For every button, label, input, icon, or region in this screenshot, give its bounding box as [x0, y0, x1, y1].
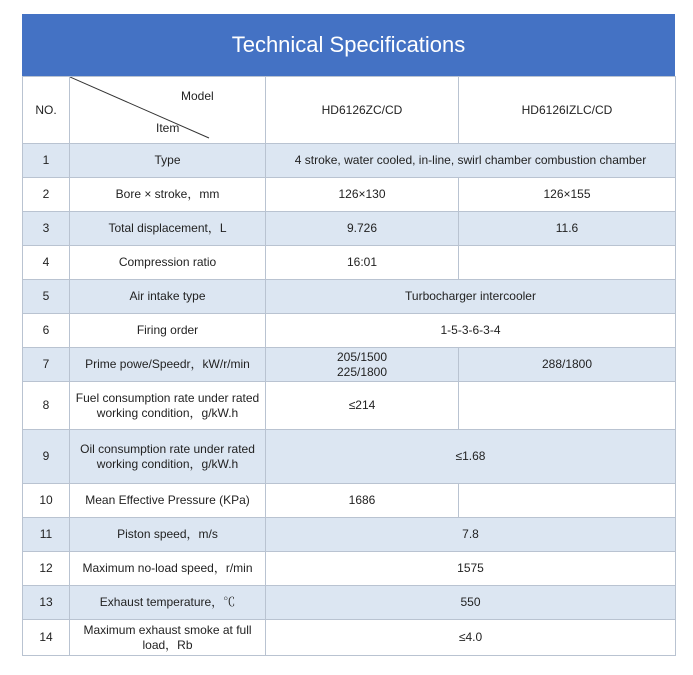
value-line-1: 205/1500 — [336, 349, 388, 364]
item-line-2: working condition，g/kW.h — [96, 405, 239, 420]
row-item: Compression ratio — [70, 246, 266, 280]
row-value-b: 11.6 — [459, 212, 676, 246]
row-no: 1 — [23, 144, 70, 178]
header-model-item — [70, 77, 266, 144]
row-no: 10 — [23, 484, 70, 518]
row-value-a: ≤214 — [266, 382, 459, 430]
row-value-a: 9.726 — [266, 212, 459, 246]
row-item — [70, 620, 266, 656]
row-value: Turbocharger intercooler — [266, 280, 676, 314]
item-line-1: Fuel consumption rate under rated — [75, 390, 260, 405]
spec-sheet — [22, 14, 675, 656]
table-row — [23, 178, 676, 212]
row-no: 6 — [23, 314, 70, 348]
row-value: ≤4.0 — [266, 620, 676, 656]
row-item: Total displacement，L — [70, 212, 266, 246]
row-item: Piston speed，m/s — [70, 518, 266, 552]
table-row — [23, 212, 676, 246]
row-value-b — [459, 382, 676, 430]
item-line-1: Maximum exhaust smoke at full — [83, 622, 252, 637]
row-value-a — [266, 348, 459, 382]
header-item-label: Item — [156, 121, 180, 135]
row-no: 11 — [23, 518, 70, 552]
row-value: 4 stroke, water cooled, in-line, swirl chamber combustion chamber — [266, 144, 676, 178]
table-row — [23, 348, 676, 382]
row-item: Maximum no-load speed，r/min — [70, 552, 266, 586]
row-value: ≤1.68 — [266, 430, 676, 484]
row-no: 14 — [23, 620, 70, 656]
row-no: 9 — [23, 430, 70, 484]
row-value-a: 126×130 — [266, 178, 459, 212]
table-row — [23, 246, 676, 280]
row-item — [70, 382, 266, 430]
header-model-label: Model — [181, 89, 214, 103]
row-value-a: 1686 — [266, 484, 459, 518]
table-row — [23, 314, 676, 348]
row-no: 7 — [23, 348, 70, 382]
item-line-2: load，Rb — [142, 637, 193, 652]
item-line-2: working condition，g/kW.h — [96, 456, 239, 471]
header-model-b: HD6126IZLC/CD — [459, 77, 676, 144]
row-value-a: 16:01 — [266, 246, 459, 280]
row-value-b: 126×155 — [459, 178, 676, 212]
row-no: 5 — [23, 280, 70, 314]
table-row — [23, 552, 676, 586]
header-model-a: HD6126ZC/CD — [266, 77, 459, 144]
spec-table — [22, 76, 676, 656]
table-row — [23, 430, 676, 484]
item-line-1: Oil consumption rate under rated — [80, 441, 255, 456]
row-no: 4 — [23, 246, 70, 280]
row-item: Type — [70, 144, 266, 178]
row-item: Firing order — [70, 314, 266, 348]
table-row — [23, 144, 676, 178]
row-value: 7.8 — [266, 518, 676, 552]
table-row — [23, 620, 676, 656]
row-value-b: 288/1800 — [459, 348, 676, 382]
row-value: 1575 — [266, 552, 676, 586]
table-row — [23, 518, 676, 552]
table-header-row — [23, 77, 676, 144]
row-value: 550 — [266, 586, 676, 620]
row-item: Prime powe/Speedr，kW/r/min — [70, 348, 266, 382]
header-no: NO. — [23, 77, 70, 144]
table-row — [23, 280, 676, 314]
row-no: 8 — [23, 382, 70, 430]
row-no: 12 — [23, 552, 70, 586]
row-item: Mean Effective Pressure (KPa) — [70, 484, 266, 518]
row-value: 1-5-3-6-3-4 — [266, 314, 676, 348]
table-row — [23, 382, 676, 430]
row-value-b — [459, 484, 676, 518]
page-title: Technical Specifications — [22, 14, 675, 76]
row-value-b — [459, 246, 676, 280]
row-no: 3 — [23, 212, 70, 246]
row-no: 2 — [23, 178, 70, 212]
row-no: 13 — [23, 586, 70, 620]
row-item: Air intake type — [70, 280, 266, 314]
row-item: Bore × stroke，mm — [70, 178, 266, 212]
table-row — [23, 586, 676, 620]
row-item: Exhaust temperature，℃ — [70, 586, 266, 620]
value-line-2: 225/1800 — [336, 364, 388, 379]
row-item — [70, 430, 266, 484]
table-row — [23, 484, 676, 518]
